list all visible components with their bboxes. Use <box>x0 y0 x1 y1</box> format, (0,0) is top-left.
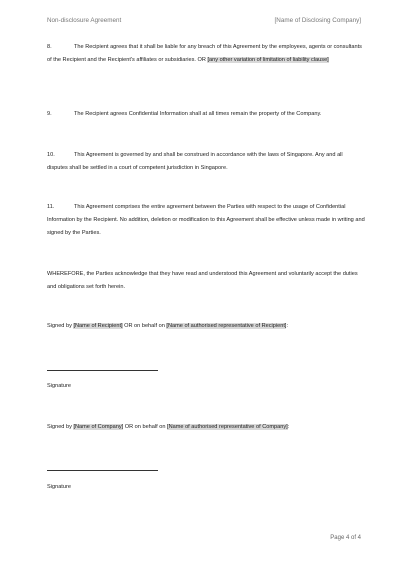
wherefore-text: WHEREFORE, the Parties acknowledge that they have read and understood this Agreement and voluntarily accept the duties and obligations set forth herein. <box>47 271 358 290</box>
clause-text: This Agreement comprises the entire agreement between the Parties with respect to the usage of Confidential Information by the Recipient. No addition, deletion or modification to this Agreement shall be effective unless made in writing and signed by the Parties. <box>47 204 365 236</box>
clause-text: The Recipient agrees Confidential Information shall at all times remain the property of the Company. <box>74 111 322 117</box>
header-title: Non-disclosure Agreement <box>47 17 122 24</box>
on-behalf-text: OR on behalf on <box>122 323 167 329</box>
clause-number: 8. <box>47 44 52 50</box>
page-header <box>47 17 361 29</box>
company-rep-placeholder: [Name of authorised representative of Company] <box>167 424 288 430</box>
page-number: Page 4 of 4 <box>330 535 361 541</box>
clause-11 <box>47 201 365 240</box>
signature-label: Signature <box>47 383 71 389</box>
signature-line <box>47 370 158 371</box>
placeholder-highlight: [any other variation of limitation of liability clause] <box>207 57 329 63</box>
clause-8 <box>47 41 365 67</box>
clause-number: 11. <box>47 204 55 210</box>
clause-10 <box>47 149 365 175</box>
colon: : <box>286 323 289 329</box>
company-name-placeholder: [Name of Company] <box>73 424 124 430</box>
colon: : <box>287 424 290 430</box>
recipient-name-placeholder: [Name of Recipient] <box>73 323 123 329</box>
signature-line <box>47 470 158 471</box>
clause-text: This Agreement is governed by and shall be construed in accordance with the laws of Singapore. Any and all disputes shall be settled in a court of competent jurisdiction in Singapore. <box>47 152 343 171</box>
on-behalf-text: OR on behalf on <box>123 424 168 430</box>
signature-label: Signature <box>47 484 71 490</box>
signed-by-line-company <box>47 421 365 434</box>
signed-by-prefix: Signed by <box>47 424 74 430</box>
wherefore-paragraph <box>47 268 365 294</box>
clause-9 <box>47 108 365 121</box>
signed-by-line-recipient <box>47 320 365 333</box>
clause-number: 9. <box>47 111 52 117</box>
clause-number: 10. <box>47 152 55 158</box>
header-company: [Name of Disclosing Company] <box>274 17 361 24</box>
signed-by-prefix: Signed by <box>47 323 74 329</box>
recipient-rep-placeholder: [Name of authorised representative of Recipient] <box>166 323 287 329</box>
clause-text: The Recipient agrees that it shall be liable for any breach of this Agreement by the employees, agents or consultants of the Recipient and the Recipient's affiliates or subsidiaries. OR <box>47 44 362 63</box>
